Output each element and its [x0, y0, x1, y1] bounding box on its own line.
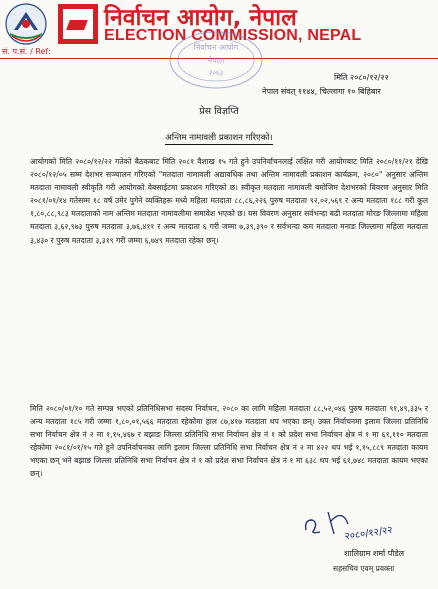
handwritten-signature — [300, 500, 410, 546]
stamp-text-year: २०६३ — [208, 69, 224, 77]
body-paragraph-2: मिति २०८०/०१/१० गते सम्पन्न भएको प्रतिनिधिसभा सदस्य निर्वाचन, २०८० का लागि महिला मतदाता ८८,५२,०४६ पुरुष मतदाता ९१,४९,३३५ र अन्य मतदाता १८५ गरी जम्मा १,८०,०१,५६६ मतदाता रहेकोमा हाल ८७,४१७ मतदाता थप भएका छन्। उक्त निर्वाचनमा इलाम जिल्ला प्रतिनिधि सभा निर्वाचन क्षेत्र नं २ मा १,१५,४६७ र बझाङ जिल्ला प्रतिनिधि सभा निर्वाचन क्षेत्र नं १ को प्रदेश सभा निर्वाचन क्षेत्र नं १ मा ६१,११० मतदाता रहेकोमा २०८१/०१/१५ गते हुने उपनिर्वाचनका लागि इलाम जिल्ला प्रतिनिधि सभा निर्वाचन क्षेत्र नं २ मा ४२२ थप भई १,१५,८८९ मतदाता कायम भएका छन् भने बझाङ जिल्ला प्रतिनिधि सभा निर्वाचन क्षेत्र नं १ को प्रदेश सभा निर्वाचन क्षेत्र नं १ मा ६३८ थप भई ६१,७४८ मतदाता कायम भएका छन्। — [30, 404, 428, 479]
office-stamp — [168, 30, 264, 90]
nepal-emblem-icon — [4, 2, 48, 46]
org-name-nepali: निर्वाचन आयोग, नेपाल — [104, 5, 297, 31]
reference-label: सं. प.सं. / Ref: — [2, 47, 51, 56]
subject-text: अन्तिम नामावली प्रकाशन गरिएको। — [165, 133, 273, 143]
body-paragraph-1: आयोगको मिति २०८०/१२/२२ गतेको बैठकबाट मिति २०८१ वैशाख १५ गते हुने उपनिर्वाचनलाई लक्षित गरी आयोगबाट मिति २०८०/११/२१ देखि २०८०/१२/०५ सम्म देशभर सञ्चालन गरिएको "मतदाता नामावली अद्यावधिक तथा अन्तिम नामावली प्रकाशन कार्यक्रम, २०८०" अनुसार अन्तिम मतदाता नामावली स्वीकृति गरी आयोगको वेबसाईटमा प्रकाशन गरिएको छ। स्वीकृत मतदाता नामावली बमोजिम देशभरको विवरण अनुसार मिति २०८१/०१/१४ गतेसम्म १८ वर्ष उमेर पुगेने व्यक्तिहरू मध्ये महिला मतदाता ८८,८६,२२६ पुरुष मतदाता ९२,०२,५६९ र अन्य मतदाता १८८ गरी कूल १,८०,८८,९८३ मतदाताको नाम अन्तिम मतदाता नामावलीमा समावेश भएको छ। यस विवरण अनुसार सर्वभन्दा बढी मतदाता मोरङ जिल्लामा महिला मतदाता ३,६२,९७३ पुरुष मतदाता ३,७६,४११ र अन्य मतदाता ६ गरी जम्मा ७,३९,३९० र सर्वभन्दा कम मतदाता मनाङ जिल्लामा महिला मतदाता ३,४३० र पुरुष मतदाता ३,३१९ गरी जम्मा ६,७४९ मतदाता रहेका छन्। — [30, 157, 428, 245]
election-commission-logo — [58, 4, 98, 44]
issue-date: मिति २०८०/१२/२२ — [334, 73, 389, 82]
press-release-title: प्रेस विज्ञप्ति — [199, 106, 239, 117]
stamp-text-top: निर्वाचन आयोग — [193, 43, 239, 52]
subject-line — [0, 132, 438, 143]
org-name-english: ELECTION COMMISSION, NEPAL — [104, 27, 362, 44]
signer-name: शालिग्राम शर्मा पौडेल — [344, 549, 405, 558]
handwritten-date: २०८०/१२/२२ — [343, 524, 394, 543]
signer-title: सहसचिव एवम् प्रवक्ता — [333, 564, 395, 573]
nepal-sambat-date: नेपाल संवत् ११४४, चिल्लागा १० बिहिबार — [262, 87, 381, 96]
stamp-text-mid: नेपाल — [207, 56, 225, 65]
